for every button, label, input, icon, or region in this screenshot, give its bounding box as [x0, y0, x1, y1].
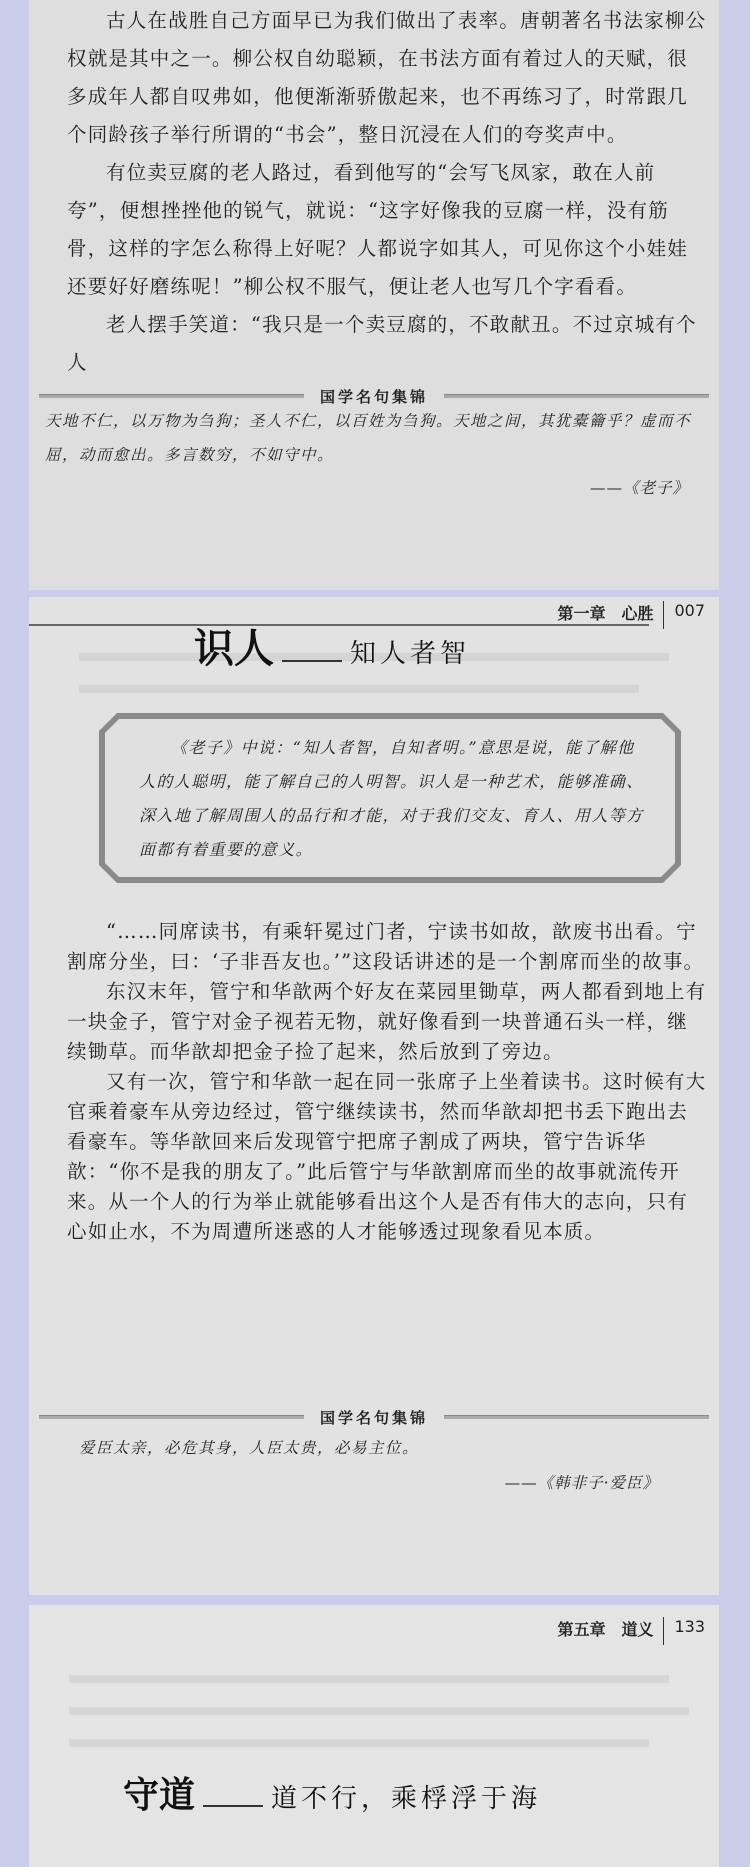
- quote-source: ——《老子》: [589, 479, 689, 497]
- paragraph: 古人在战胜自己方面早已为我们做出了表率。唐朝著名书法家柳公权就是其中之一。柳公权自幼聪颖，在书法方面有着过人的天赋，很多成年人都自叹弗如，他便渐渐骄傲起来，也不再练习了，时常跟几个同龄孩子举行所谓的“书会”，整日沉浸在人们的夸奖声中。: [67, 9, 707, 146]
- divider: [39, 1415, 304, 1419]
- paragraph: 有位卖豆腐的老人路过，看到他写的“会写飞凤家，敢在人前夸”，便想挫挫他的锐气，就说：“这字好像我的豆腐一样，没有筋骨，这样的字怎么称得上好呢？人都说字如其人，可见你这个小娃娃还要好好磨练呢！”柳公权不服气，便让老人也写几个字看看。: [67, 161, 689, 298]
- quote-text: 爱臣太亲，必危其身，人臣太贵，必易主位。: [79, 1439, 420, 1457]
- paragraph: “……同席读书，有乘轩冕过门者，宁读书如故，歆废书出看。宁割席分坐，曰：‘子非吾友也。’”这段话讲述的是一个割席而坐的故事。: [67, 920, 705, 973]
- section-title-sub: 知人者智: [350, 639, 471, 669]
- quote-section-title: 国学名句集锦: [320, 387, 429, 406]
- quote-section-header: [39, 388, 709, 404]
- paragraph: 又有一次，管宁和华歆一起在同一张席子上坐着读书。这时候有大官乘着豪车从旁边经过，管宁继续读书，然而华歆却把书丢下跑出去看豪车。等华歆回来后发现管宁把席子割成了两块，管宁告诉华歆：“你不是我的朋友了。”此后管宁与华歆割席而坐的故事就流传开来。从一个人的行为举止就能够看出这个人是否有伟大的志向，只有心如止水，不为周遭所迷惑的人才能够透过现象看见本质。: [67, 1070, 707, 1243]
- divider: [39, 394, 304, 398]
- book-page-3: [29, 1605, 719, 1867]
- running-head: [557, 1617, 705, 1645]
- section-title-main: 识人: [194, 626, 274, 672]
- title-dash: [282, 660, 342, 662]
- chapter-label: 第一章 心胜: [557, 604, 654, 623]
- section-title: [194, 617, 470, 674]
- section-title-main: 守道: [123, 1775, 196, 1816]
- quote-section-header: [39, 1409, 709, 1425]
- bleed-through: [79, 685, 639, 693]
- divider: [663, 1617, 664, 1645]
- chapter-label: 第五章 道义: [557, 1620, 654, 1639]
- section-title: [123, 1767, 541, 1818]
- bleed-through: [69, 1675, 669, 1683]
- bleed-through: [69, 1739, 649, 1747]
- title-dash: [203, 1805, 263, 1807]
- section-title-sub: 道不行，乘桴浮于海: [271, 1784, 542, 1814]
- quote-source: ——《韩非子·爱臣》: [504, 1474, 659, 1492]
- quote-text: 天地不仁，以万物为刍狗；圣人不仁，以百姓为刍狗。天地之间，其犹橐籥乎？虚而不屈，动而愈出。多言数穷，不如守中。: [45, 412, 692, 464]
- book-page-2: [29, 597, 719, 1595]
- paragraph: 东汉末年，管宁和华歆两个好友在菜园里锄草，两人都看到地上有一块金子，管宁对金子视若无物，就好像看到一块普通石头一样，继续锄草。而华歆却把金子捡了起来，然后放到了旁边。: [67, 980, 707, 1063]
- bleed-through: [69, 1707, 689, 1715]
- page-number: 133: [674, 1617, 705, 1636]
- quote-section-title: 国学名句集锦: [320, 1408, 429, 1427]
- divider: [444, 394, 709, 398]
- intro-box-text: 《老子》中说：“知人者智，自知者明。”意思是说，能了解他人的人聪明，能了解自己的人明智。识人是一种艺术，能够准确、深入地了解周围人的品行和才能，对于我们交友、育人、用人等方面都有着重要的意义。: [139, 738, 644, 859]
- book-page-1: [29, 0, 719, 590]
- paragraph: 老人摆手笑道：“我只是一个卖豆腐的，不敢献丑。不过京城有个人: [67, 313, 697, 374]
- divider: [663, 601, 664, 629]
- divider: [444, 1415, 709, 1419]
- page-number: 007: [674, 601, 705, 620]
